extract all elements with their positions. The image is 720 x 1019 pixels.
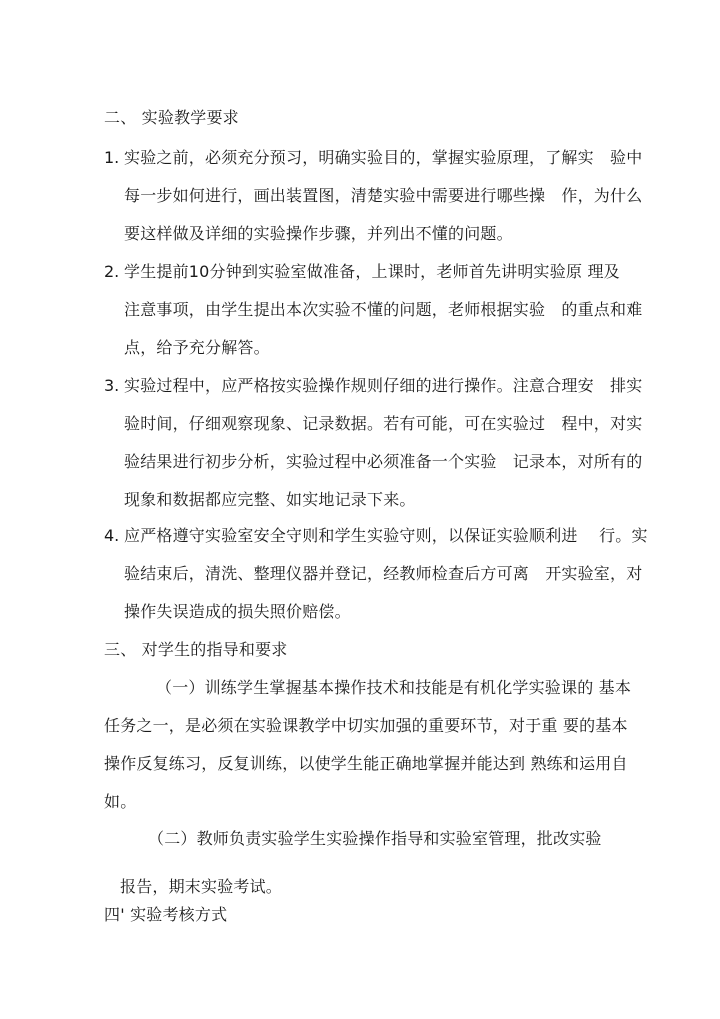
list-item-3-line-1: 实验过程中，应严格按实验操作规则仔细的进行操作。注意合理安 排实 (124, 376, 643, 395)
list-item-1-line-1: 实验之前，必须充分预习，明确实验目的，掌握实验原理，了解实 验中 (124, 148, 643, 167)
list-item-4-line-2: 验结束后，清洗、整理仪器并登记，经教师检查后方可离 开实验室，对 (124, 564, 643, 583)
paragraph-1-line-1: （一）训练学生掌握基本操作技术和技能是有机化学实验课的 基本 (156, 678, 632, 697)
list-item-1-line-3: 要这样做及详细的实验操作步骤，并列出不懂的问题。 (124, 224, 513, 243)
paragraph-1-line-3: 操作反复练习，反复训练，以使学生能正确地掌握并能达到 熟练和运用自 (104, 754, 628, 773)
paragraph-2-line-1: （二）教师负责实验学生实验操作指导和实验室管理，批改实验 (148, 829, 602, 848)
list-item-2-line-2: 注意事项，由学生提出本次实验不懂的问题，老师根据实验 的重点和难 (124, 300, 643, 319)
list-number-1: 1. (104, 148, 120, 167)
list-number-2: 2. (104, 262, 120, 281)
list-item-4-line-1: 应严格遵守实验室安全守则和学生实验守则，以保证实验顺利进 行。实 (124, 526, 648, 545)
paragraph-1-line-2: 任务之一，是必须在实验课教学中切实加强的重要环节，对于重 要的基本 (104, 716, 628, 735)
section-heading-4: 四' 实验考核方式 (104, 905, 228, 924)
list-item-4-line-3: 操作失误造成的损失照价赔偿。 (124, 602, 351, 621)
section-heading-2: 二、 实验教学要求 (104, 108, 239, 127)
list-number-3: 3. (104, 376, 120, 395)
list-item-3-line-2: 验时间，仔细观察现象、记录数据。若有可能，可在实验过 程中，对实 (124, 414, 643, 433)
list-item-2-line-1: 学生提前10分钟到实验室做准备，上课时，老师首先讲明实验原 理及 (124, 262, 620, 281)
list-item-3-line-3: 验结果进行初步分析，实验过程中必须准备一个实验 记录本，对所有的 (124, 452, 643, 471)
section-heading-3: 三、 对学生的指导和要求 (104, 640, 288, 659)
paragraph-2-line-2: 报告，期末实验考试。 (120, 877, 283, 896)
list-item-3-line-4: 现象和数据都应完整、如实地记录下来。 (124, 490, 416, 509)
paragraph-1-line-4: 如。 (104, 792, 137, 811)
list-item-2-line-3: 点，给予充分解答。 (124, 338, 270, 357)
list-item-1-line-2: 每一步如何进行，画出装置图，清楚实验中需要进行哪些操 作，为什么 (124, 186, 643, 205)
list-number-4: 4. (104, 526, 120, 545)
